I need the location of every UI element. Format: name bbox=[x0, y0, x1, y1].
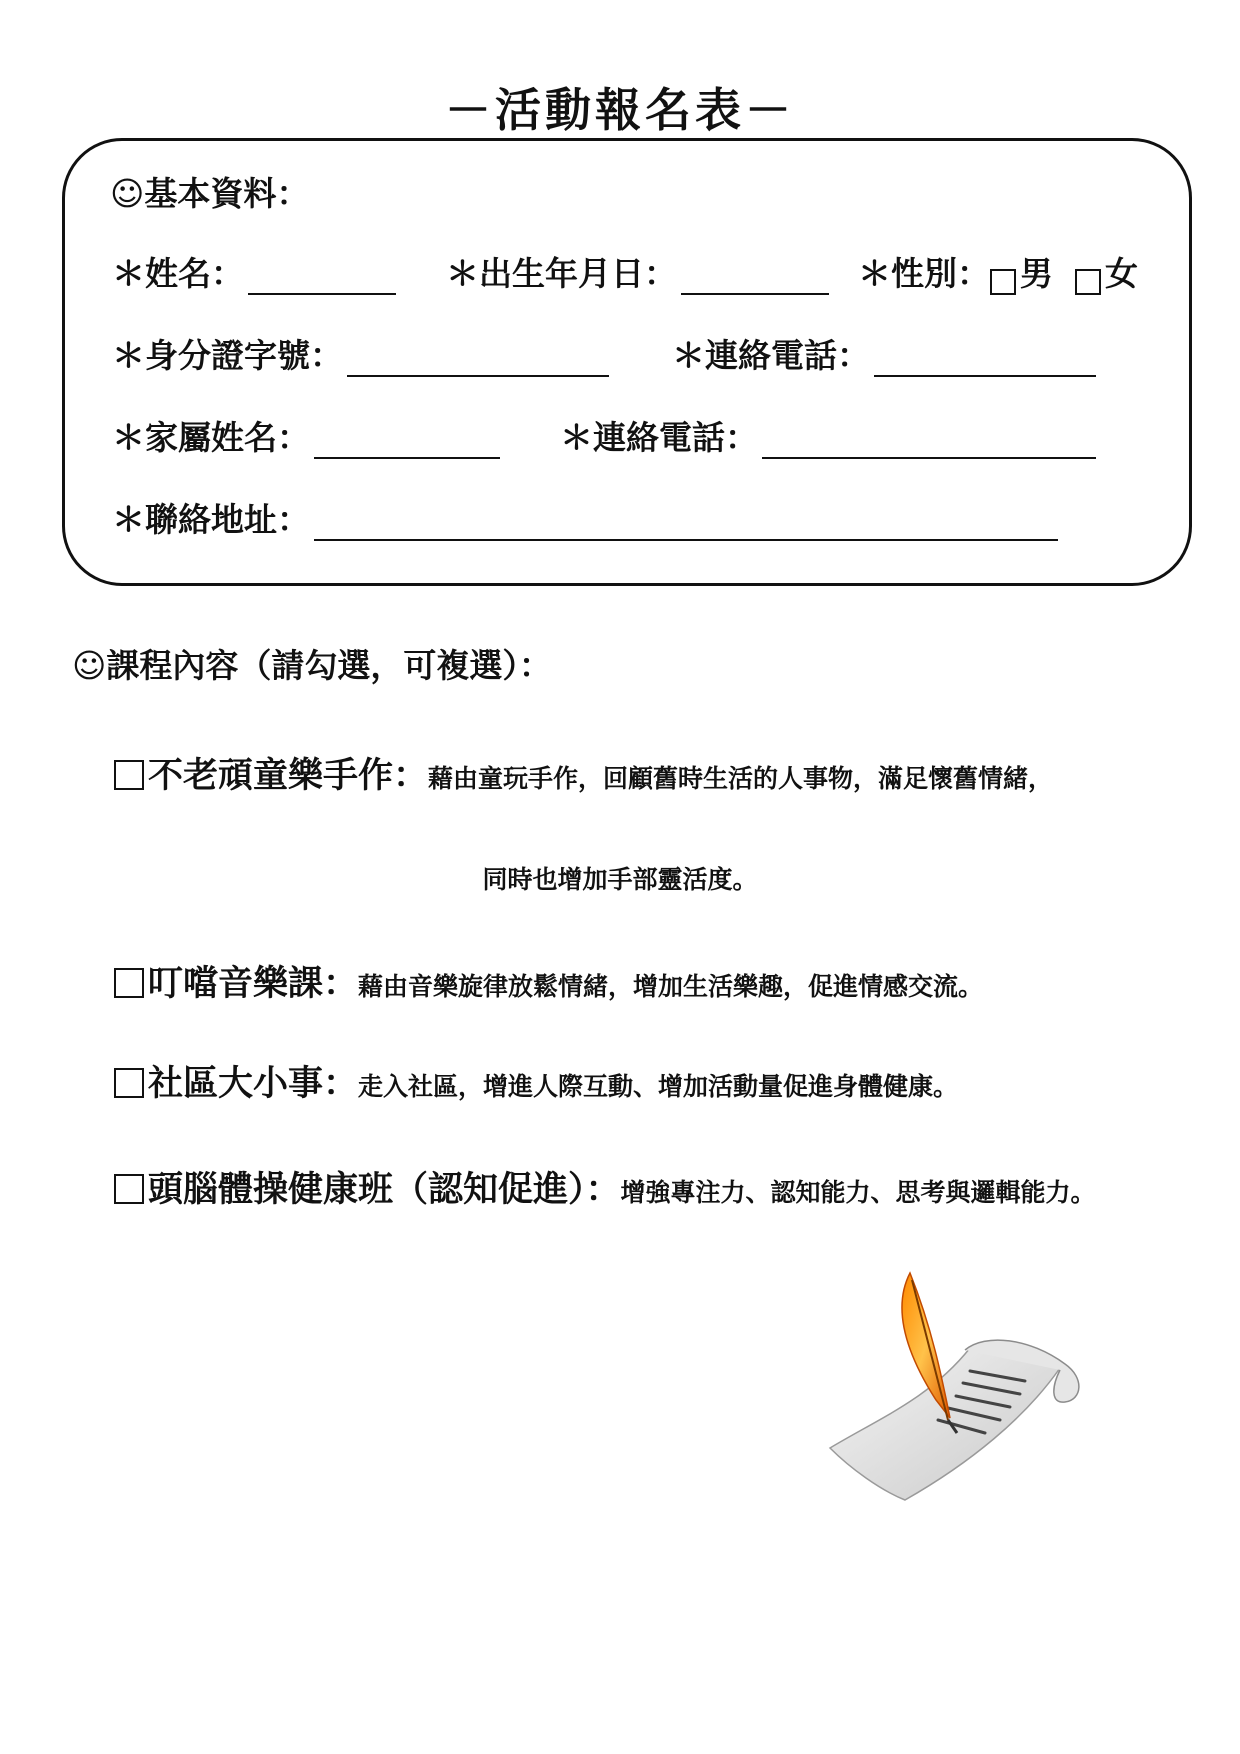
address-input-line[interactable] bbox=[314, 509, 1058, 541]
phone2-input-line[interactable] bbox=[762, 427, 1096, 459]
gender-label: ＊性別： bbox=[858, 254, 990, 293]
name-input-line[interactable] bbox=[248, 263, 396, 295]
course-desc: 增強專注力、認知能力、思考與邏輯能力。 bbox=[620, 1178, 1096, 1207]
phone-input-line[interactable] bbox=[874, 345, 1096, 377]
family-input-line[interactable] bbox=[314, 427, 500, 459]
course-item[interactable] bbox=[114, 748, 1053, 798]
quill-paper-icon bbox=[820, 1268, 1100, 1518]
address-field[interactable] bbox=[112, 494, 1058, 541]
course-name: 叮噹音樂課： bbox=[148, 964, 359, 1004]
id-field[interactable] bbox=[112, 330, 609, 377]
course-name: 頭腦體操健康班（認知促進）： bbox=[148, 1170, 621, 1210]
female-label: 女 bbox=[1105, 254, 1138, 293]
phone-field[interactable] bbox=[672, 330, 1096, 377]
phone-label: ＊連絡電話： bbox=[672, 336, 870, 375]
family-label: ＊家屬姓名： bbox=[112, 418, 310, 457]
course-desc: 藉由童玩手作，回顧舊時生活的人事物，滿足懷舊情緒， bbox=[428, 764, 1054, 793]
name-label: ＊姓名： bbox=[112, 254, 244, 293]
course-desc: 走入社區，增進人際互動、增加活動量促進身體健康。 bbox=[358, 1072, 959, 1101]
checkbox-icon[interactable] bbox=[114, 1174, 144, 1204]
phone2-label: ＊連絡電話： bbox=[560, 418, 758, 457]
male-checkbox-icon[interactable] bbox=[990, 269, 1016, 295]
checkbox-icon[interactable] bbox=[114, 968, 144, 998]
course-desc: 藉由音樂旋律放鬆情緒，增加生活樂趣，促進情感交流。 bbox=[358, 972, 984, 1001]
birth-label: ＊出生年月日： bbox=[446, 254, 677, 293]
courses-heading: ☺課程內容（請勾選，可複選）： bbox=[72, 646, 552, 685]
course-item[interactable] bbox=[114, 1056, 958, 1106]
id-input-line[interactable] bbox=[347, 345, 609, 377]
name-field[interactable] bbox=[112, 248, 396, 295]
phone2-field[interactable] bbox=[560, 412, 1096, 459]
birth-field[interactable] bbox=[446, 248, 829, 295]
gender-field bbox=[858, 248, 1138, 295]
checkbox-icon[interactable] bbox=[114, 1068, 144, 1098]
course-name: 社區大小事： bbox=[148, 1064, 359, 1104]
male-label: 男 bbox=[1020, 254, 1053, 293]
address-label: ＊聯絡地址： bbox=[112, 500, 310, 539]
course-item[interactable] bbox=[114, 1162, 1096, 1212]
basic-info-heading: ☺基本資料： bbox=[110, 174, 310, 213]
course-name: 不老頑童樂手作： bbox=[148, 756, 429, 796]
id-label: ＊身分證字號： bbox=[112, 336, 343, 375]
female-checkbox-icon[interactable] bbox=[1075, 269, 1101, 295]
course-desc-continued: 同時也增加手部靈活度。 bbox=[482, 865, 758, 894]
course-item[interactable] bbox=[114, 956, 983, 1006]
birth-input-line[interactable] bbox=[681, 263, 829, 295]
page-title: －活動報名表－ bbox=[445, 83, 795, 137]
family-field[interactable] bbox=[112, 412, 500, 459]
checkbox-icon[interactable] bbox=[114, 760, 144, 790]
